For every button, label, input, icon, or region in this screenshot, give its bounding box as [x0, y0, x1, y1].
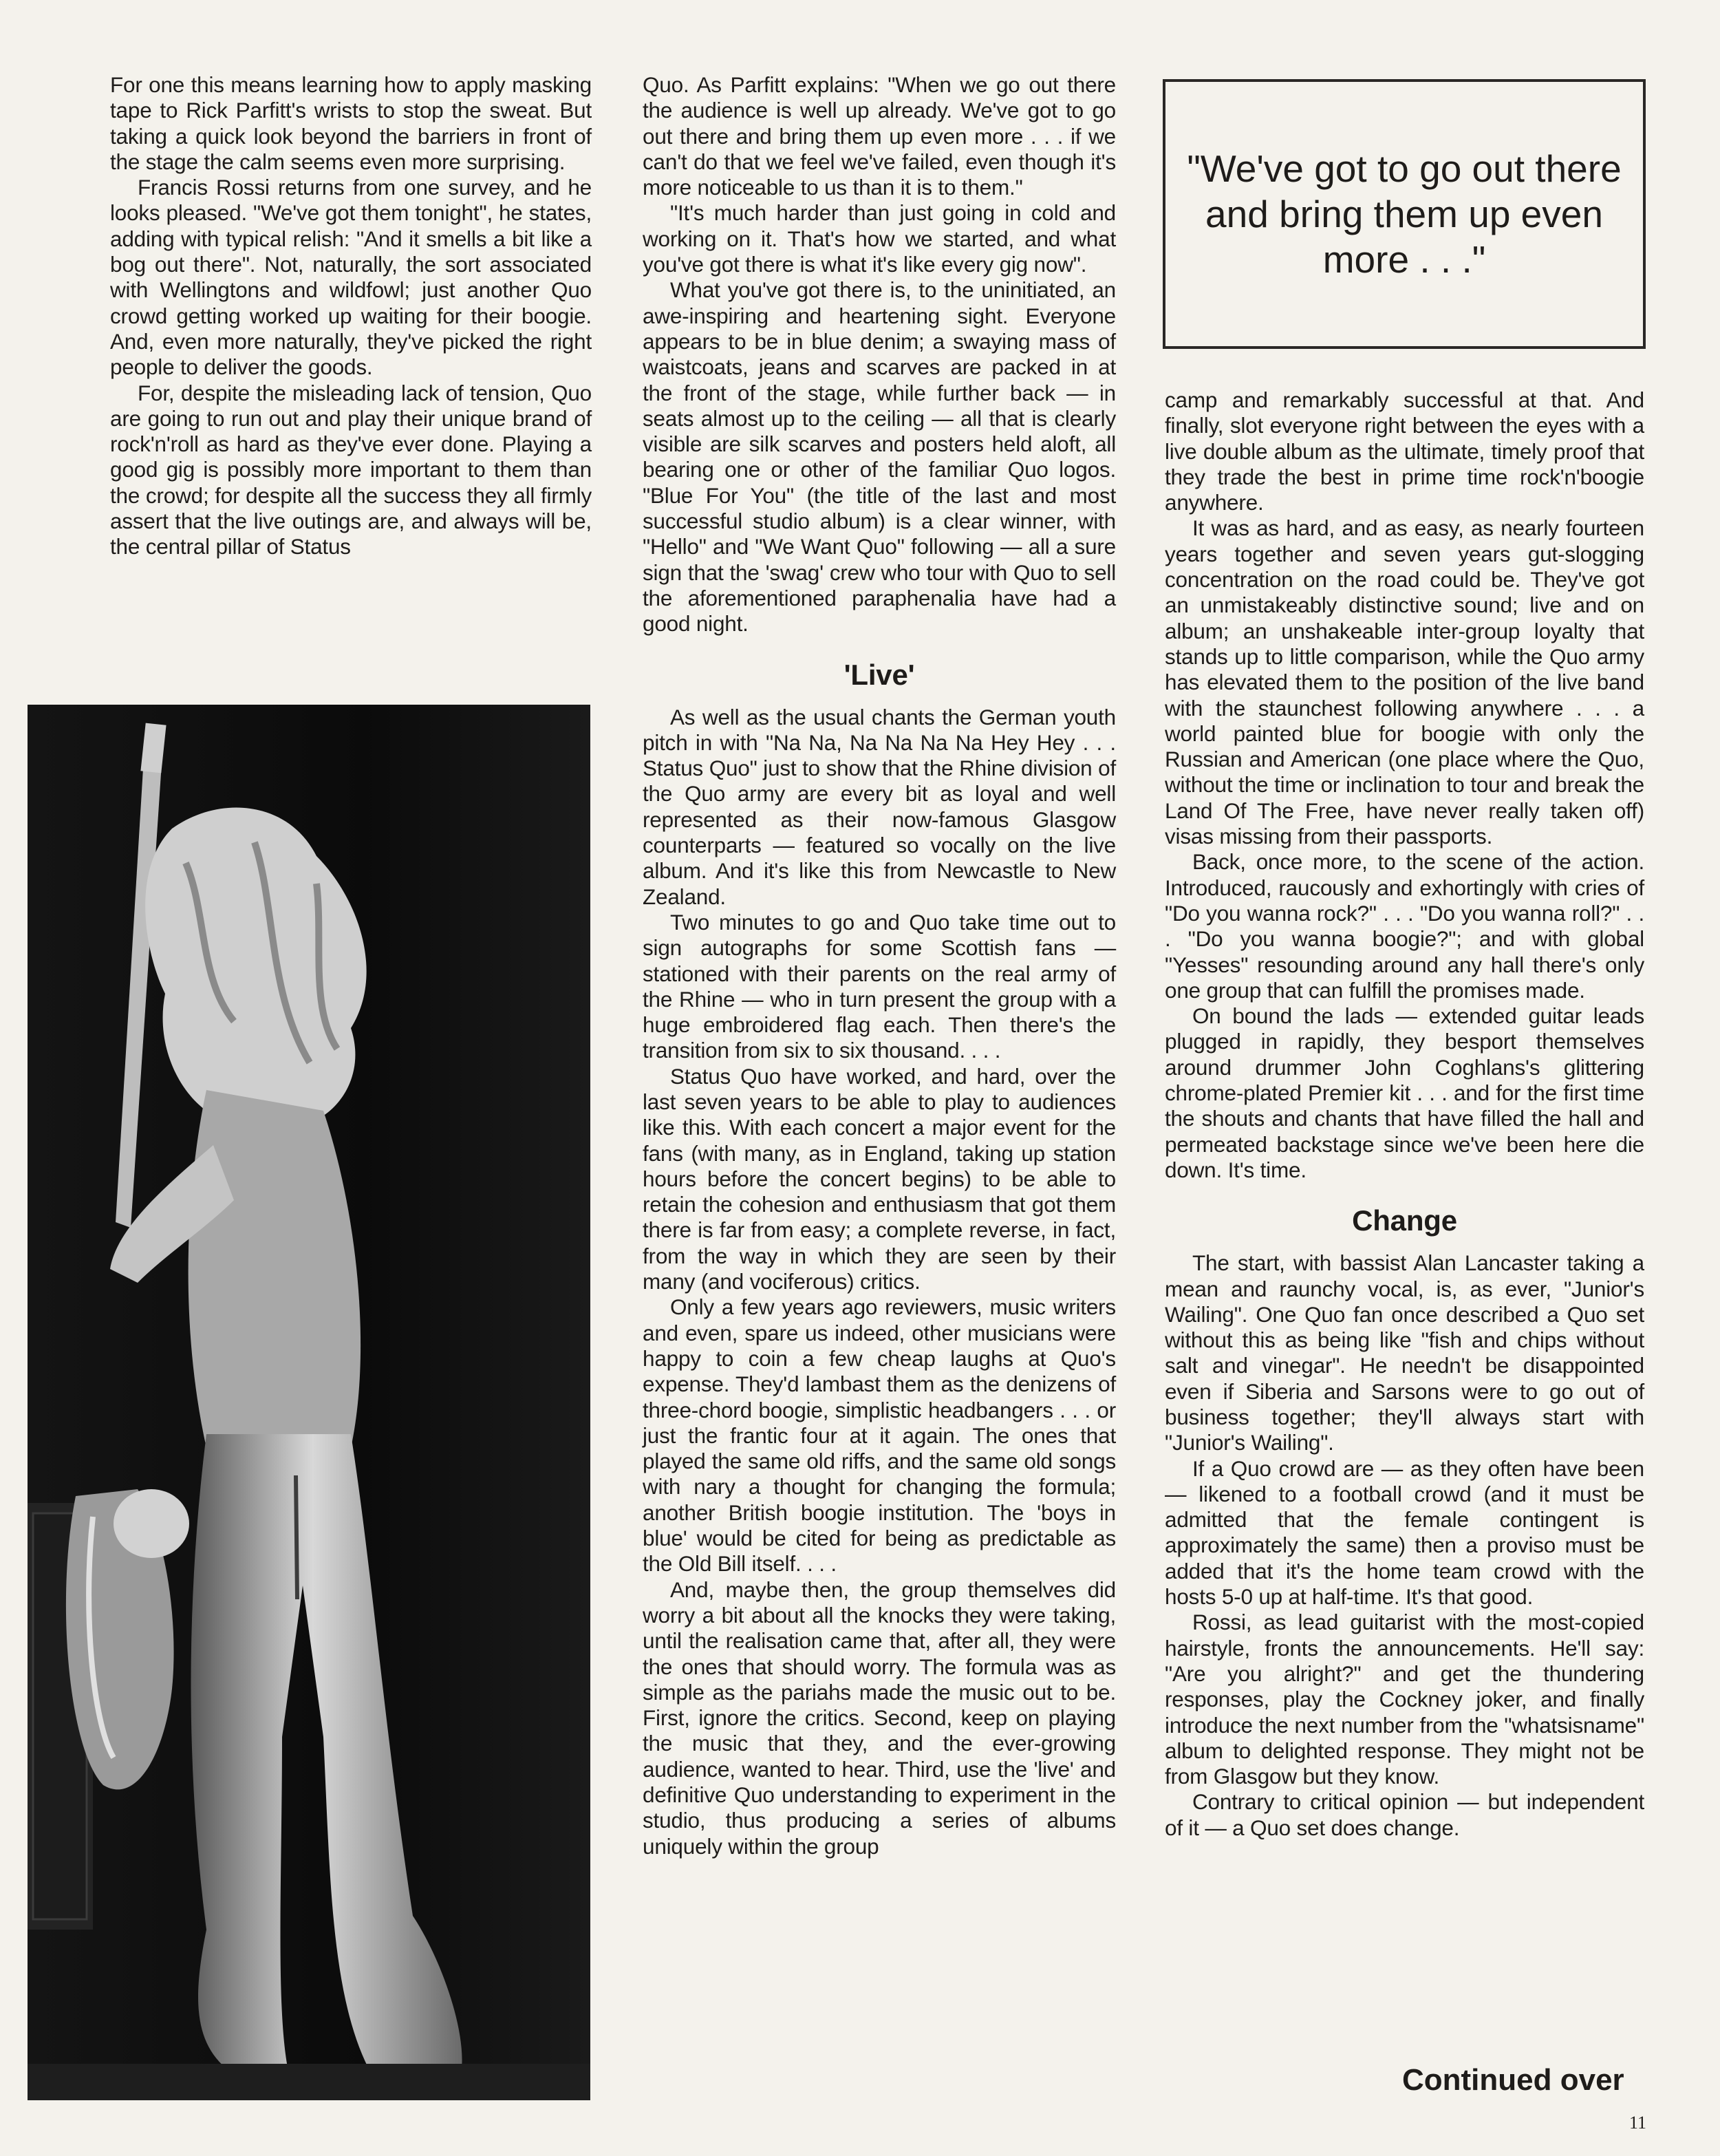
- subheading-live: 'Live': [843, 658, 915, 691]
- paragraph: "It's much harder than just going in cold and working on it. That's how we started, and what you've got there is what it's like every gig now".: [643, 200, 1116, 277]
- paragraph: camp and remarkably successful at that. And finally, slot everyone right between the eyes with a live double album as the ultimate, timely proof that they trade the best in prime time rock'n'boogie anywhere.: [1165, 387, 1644, 515]
- pull-quote-box: [1163, 79, 1646, 349]
- concert-photo: [28, 705, 590, 2100]
- article-column-left: [110, 72, 592, 560]
- paragraph: Contrary to critical opinion — but independent of it — a Quo set does change.: [1165, 1789, 1644, 1840]
- article-column-right: [1165, 387, 1644, 1841]
- paragraph: As well as the usual chants the German youth pitch in with "Na Na, Na Na Na Na Hey Hey . . . Status Quo" just to show that the Rhine division of the Quo army are every bit as loyal and well represented as their now-famous Glasgow counterparts — featured so vocally on the live album. And it's like this from Newcastle to New Zealand.: [643, 704, 1116, 909]
- continued-over-label: Continued over: [1402, 2063, 1624, 2097]
- paragraph: Two minutes to go and Quo take time out to sign autographs for some Scottish fans — stationed with their parents on the real army of the Rhine — who in turn present the group with a huge embroidered flag each. Then there's the transition from six to six thousand. . . .: [643, 909, 1116, 1063]
- paragraph: Francis Rossi returns from one survey, and he looks pleased. "We've got them tonight", he states, adding with typical relish: "And it smells a bit like a bog out there". Not, naturally, the sort associated with Wellingtons and wildfowl; just another Quo crowd getting worked up waiting for their boogie. And, even more naturally, they've picked the right people to deliver the goods.: [110, 175, 592, 380]
- article-column-middle: [643, 72, 1116, 1859]
- pull-quote-text: "We've got to go out there and bring them up even more . . .": [1187, 147, 1622, 281]
- paragraph: Status Quo have worked, and hard, over the last seven years to be able to play to audiences like this. With each concert a major event for the fans (with many, as in England, taking up station hours before the concert begins) to be able to retain the cohesion and enthusiasm that got them there is far from easy; a complete reverse, in fact, from the way in which they are seen by their many (and vociferous) critics.: [643, 1063, 1116, 1294]
- paragraph: And, maybe then, the group themselves did worry a bit about all the knocks they were taking, until the realisation came that, after all, they were the ones that should worry. The formula was as simple as the pariahs made the music out to be. First, ignore the critics. Second, keep on playing the music that they, and the ever-growing audience, wanted to hear. Third, use the 'live' and definitive Quo understanding to experiment in the studio, thus producing a series of albums uniquely within the group: [643, 1577, 1116, 1859]
- paragraph: For, despite the misleading lack of tension, Quo are going to run out and play their unique brand of rock'n'roll as hard as they've ever done. Playing a good gig is possibly more important to them than the crowd; for despite all the success they all firmly assert that the live outings are, and always will be, the central pillar of Status: [110, 380, 592, 559]
- paragraph: The start, with bassist Alan Lancaster taking a mean and raunchy vocal, is, as ever, "Junior's Wailing". One Quo fan once described a Quo set without this as being like "fish and chips without salt and vinegar". He needn't be disappointed even if Siberia and Sarsons were to go out of business together; they'll always start with "Junior's Wailing".: [1165, 1250, 1644, 1455]
- paragraph: If a Quo crowd are — as they often have been — likened to a football crowd (and it must be admitted that the female contingent is approximately the same) then a proviso must be added that it's the home team crowd with the hosts 5-0 up at half-time. It's that good.: [1165, 1455, 1644, 1610]
- paragraph: Only a few years ago reviewers, music writers and even, spare us indeed, other musicians were happy to coin a few cheap laughs at Quo's expense. They'd lambast them as the denizens of three-chord boogie, simplistic headbangers . . . or just the frantic four at it again. The ones that played the same old riffs, and the same old songs with nary a thought for changing the formula; another British boogie institution. The 'boys in blue' would be cited for being as predictable as the Old Bill itself. . . .: [643, 1294, 1116, 1577]
- paragraph: On bound the lads — extended guitar leads plugged in rapidly, they besport themselves around drummer John Coghlans's glittering chrome-plated Premier kit . . . and for the first time the shouts and chants that have filled the hall and permeated backstage since we've been here die down. It's time.: [1165, 1003, 1644, 1182]
- paragraph: Quo. As Parfitt explains: "When we go out there the audience is well up already. We've got to go out there and bring them up even more . . . if we can't do that we feel we've failed, even though it's more noticeable to us than it is to them.": [643, 72, 1116, 200]
- paragraph: Back, once more, to the scene of the action. Introduced, raucously and exhortingly with cries of "Do you wanna rock?" . . . "Do you wanna roll?" . . . "Do you wanna boogie?"; and with global "Yesses" resounding around any hall there's only one group that can fulfill the promises made.: [1165, 849, 1644, 1003]
- page-number: 11: [1629, 2113, 1647, 2133]
- paragraph: For one this means learning how to apply masking tape to Rick Parfitt's wrists to stop the sweat. But taking a quick look beyond the barriers in front of the stage the calm seems even more surprising.: [110, 72, 592, 174]
- subheading-change: Change: [1352, 1204, 1457, 1237]
- paragraph: What you've got there is, to the uninitiated, an awe-inspiring and heartening sight. Everyone appears to be in blue denim; a swaying mass of waistcoats, jeans and scarves are packed in at the front of the stage, while further back — in seats almost up to the ceiling — all that is clearly visible are silk scarves and posters held aloft, all bearing one or other of the familiar Quo logos. "Blue For You" (the title of the last and most successful studio album) is a clear winner, with "Hello" and "We Want Quo" following — all a sure sign that the 'swag' crew who tour with Quo to sell the aforementioned paraphenalia have had a good night.: [643, 277, 1116, 637]
- paragraph: It was as hard, and as easy, as nearly fourteen years together and seven years gut-slogging concentration on the road could be. They've got an unmistakeably distinctive sound; live and on album; an unshakeable inter-group loyalty that stands up to little comparison, while the Quo army has elevated them to the position of the live band with the staunchest following anywhere . . . a world painted blue for boogie with only the Russian and American (one place where the Quo, without the time or inclination to tour and break the Land Of The Free, have never really taken off) visas missing from their passports.: [1165, 515, 1644, 849]
- paragraph: Rossi, as lead guitarist with the most-copied hairstyle, fronts the announcements. He'll say: "Are you alright?" and get the thundering responses, play the Cockney joker, and finally introduce the next number from the "whatsisname" album to delighted response. They might not be from Glasgow but they know.: [1165, 1610, 1644, 1789]
